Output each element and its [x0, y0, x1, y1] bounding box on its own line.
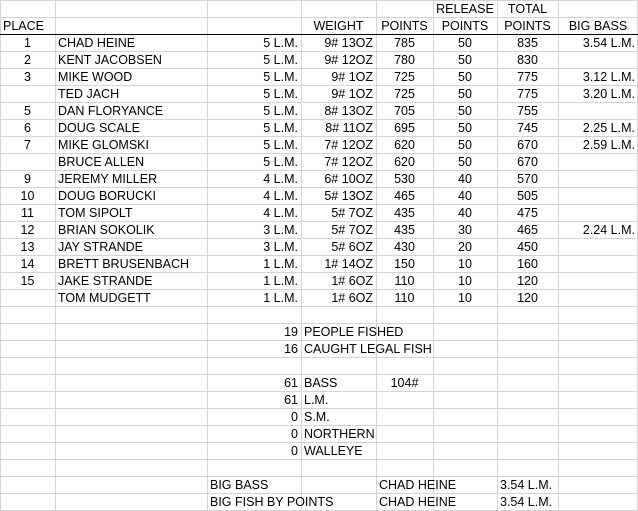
cell-points[interactable]: 780	[394, 53, 415, 67]
summary-count[interactable]: 0	[291, 410, 298, 424]
cell-total-points[interactable]: 465	[517, 223, 538, 237]
cell-big-bass[interactable]	[558, 273, 638, 290]
cell-points[interactable]: 430	[394, 240, 415, 254]
cell-angler-name[interactable]: BRUCE ALLEN	[58, 155, 145, 169]
summary-count[interactable]: 0	[291, 444, 298, 458]
summary-count[interactable]: 0	[291, 427, 298, 441]
cell-angler-name[interactable]: JEREMY MILLER	[58, 172, 158, 186]
cell-place[interactable]: 7	[24, 138, 31, 152]
cell-place[interactable]: 12	[20, 223, 35, 237]
cell-points[interactable]: 435	[394, 206, 415, 220]
cell-release-points[interactable]: 50	[458, 155, 472, 169]
summary-label[interactable]: NORTHERN	[304, 427, 375, 441]
header-weight[interactable]: WEIGHT	[313, 19, 364, 33]
cell-angler-name[interactable]: DOUG SCALE	[58, 121, 140, 135]
cell-total-points[interactable]: 120	[517, 274, 538, 288]
cell-total-points[interactable]: 745	[517, 121, 538, 135]
cell-points[interactable]: 785	[394, 36, 415, 50]
cell-fish-count[interactable]: 5 L.M.	[263, 138, 298, 152]
cell-points[interactable]: 725	[394, 70, 415, 84]
cell-big-bass[interactable]	[558, 290, 638, 307]
award-name[interactable]: CHAD HEINE	[379, 478, 457, 492]
cell-points[interactable]: 150	[394, 257, 415, 271]
cell-angler-name[interactable]: MIKE GLOMSKI	[58, 138, 149, 152]
cell-release-points[interactable]: 50	[458, 36, 472, 50]
cell-weight[interactable]: 1# 6OZ	[331, 291, 373, 305]
cell-points[interactable]: 695	[394, 121, 415, 135]
cell-big-bass[interactable]	[558, 154, 638, 171]
cell-angler-name[interactable]: TOM MUDGETT	[58, 291, 151, 305]
cell-release-points[interactable]: 40	[458, 172, 472, 186]
cell-weight[interactable]: 9# 13OZ	[324, 36, 373, 50]
summary-extra[interactable]: 104#	[390, 376, 419, 390]
cell-release-points[interactable]: 50	[458, 70, 472, 84]
cell-big-bass[interactable]	[558, 188, 638, 205]
cell-weight[interactable]: 8# 13OZ	[324, 104, 373, 118]
cell-weight[interactable]: 8# 11OZ	[325, 121, 373, 135]
cell-release-points[interactable]: 20	[458, 240, 472, 254]
cell-points[interactable]: 530	[394, 172, 415, 186]
cell-total-points[interactable]: 775	[517, 87, 538, 101]
cell-weight[interactable]: 5# 7OZ	[331, 206, 373, 220]
summary-label[interactable]: BASS	[304, 376, 338, 390]
cell-release-points[interactable]: 50	[458, 121, 472, 135]
cell-place[interactable]: 6	[24, 121, 31, 135]
cell-place[interactable]	[0, 154, 55, 171]
cell-weight[interactable]: 1# 14OZ	[324, 257, 373, 271]
header-points[interactable]: POINTS	[381, 19, 428, 33]
cell-weight[interactable]: 6# 10OZ	[324, 172, 373, 186]
cell-place[interactable]: 15	[20, 274, 35, 288]
cell-release-points[interactable]: 10	[458, 257, 472, 271]
header-big-bass[interactable]: BIG BASS	[568, 19, 628, 33]
cell-angler-name[interactable]: TOM SIPOLT	[58, 206, 133, 220]
cell-big-bass[interactable]: 2.25 L.M.	[582, 121, 635, 135]
cell-total-points[interactable]: 120	[517, 291, 538, 305]
cell-fish-count[interactable]: 4 L.M.	[263, 206, 298, 220]
cell-weight[interactable]: 5# 6OZ	[331, 240, 373, 254]
cell-release-points[interactable]: 50	[458, 138, 472, 152]
cell-angler-name[interactable]: DOUG BORUCKI	[58, 189, 156, 203]
cell-points[interactable]: 465	[394, 189, 415, 203]
cell-fish-count[interactable]: 3 L.M.	[263, 240, 298, 254]
cell-release-points[interactable]: 30	[458, 223, 472, 237]
header-place[interactable]: PLACE	[3, 19, 44, 33]
cell-big-bass[interactable]: 3.54 L.M.	[582, 36, 635, 50]
cell-fish-count[interactable]: 4 L.M.	[263, 189, 298, 203]
cell-fish-count[interactable]: 4 L.M.	[263, 172, 298, 186]
cell-big-bass[interactable]: 2.59 L.M.	[582, 138, 635, 152]
summary-label[interactable]: WALLEYE	[304, 444, 363, 458]
summary-count[interactable]: 61	[284, 393, 298, 407]
cell-release-points[interactable]: 40	[458, 206, 472, 220]
cell-big-bass[interactable]: 2.24 L.M.	[582, 223, 635, 237]
header-release-bottom[interactable]: POINTS	[441, 19, 489, 33]
cell-weight[interactable]: 9# 12OZ	[324, 53, 373, 67]
summary-label[interactable]: S.M.	[304, 410, 330, 424]
cell-points[interactable]: 705	[394, 104, 415, 118]
cell-big-bass[interactable]	[558, 239, 638, 256]
cell-release-points[interactable]: 10	[458, 291, 472, 305]
award-value[interactable]: 3.54 L.M.	[500, 478, 553, 492]
cell-total-points[interactable]: 775	[517, 70, 538, 84]
cell-total-points[interactable]: 505	[517, 189, 538, 203]
cell-release-points[interactable]: 50	[458, 53, 472, 67]
award-name[interactable]: CHAD HEINE	[379, 495, 457, 509]
cell-weight[interactable]: 1# 6OZ	[331, 274, 373, 288]
cell-weight[interactable]: 5# 13OZ	[324, 189, 373, 203]
cell-points[interactable]: 110	[394, 291, 415, 305]
cell-place[interactable]: 10	[20, 189, 35, 203]
cell-total-points[interactable]: 160	[517, 257, 538, 271]
cell-fish-count[interactable]: 1 L.M.	[263, 274, 298, 288]
cell-points[interactable]: 725	[394, 87, 415, 101]
summary-label[interactable]: PEOPLE FISHED	[304, 325, 404, 339]
cell-angler-name[interactable]: JAY STRANDE	[58, 240, 143, 254]
cell-fish-count[interactable]: 5 L.M.	[263, 87, 298, 101]
cell-big-bass[interactable]: 3.20 L.M.	[582, 87, 635, 101]
cell-fish-count[interactable]: 5 L.M.	[263, 104, 298, 118]
cell-fish-count[interactable]: 1 L.M.	[263, 257, 298, 271]
header-total-bottom[interactable]: POINTS	[504, 19, 551, 33]
cell-fish-count[interactable]: 3 L.M.	[263, 223, 298, 237]
cell-big-bass[interactable]	[558, 103, 638, 120]
summary-count[interactable]: 61	[284, 376, 298, 390]
cell-weight[interactable]: 7# 12OZ	[324, 138, 373, 152]
award-value[interactable]: 3.54 L.M.	[500, 495, 553, 509]
cell-total-points[interactable]: 570	[517, 172, 538, 186]
cell-weight[interactable]: 5# 7OZ	[331, 223, 373, 237]
cell-big-bass[interactable]	[558, 256, 638, 273]
cell-place[interactable]	[0, 86, 55, 103]
award-label[interactable]: BIG FISH BY POINTS	[210, 495, 334, 509]
cell-place[interactable]: 9	[24, 172, 31, 186]
cell-total-points[interactable]: 475	[517, 206, 538, 220]
cell-angler-name[interactable]: BRIAN SOKOLIK	[58, 223, 155, 237]
cell-place[interactable]: 14	[20, 257, 35, 271]
cell-points[interactable]: 110	[394, 274, 415, 288]
summary-label[interactable]: L.M.	[304, 393, 329, 407]
cell-release-points[interactable]: 10	[458, 274, 472, 288]
cell-fish-count[interactable]: 5 L.M.	[263, 155, 298, 169]
header-release-top[interactable]: RELEASE	[436, 2, 494, 16]
header-total-top[interactable]: TOTAL	[507, 2, 548, 16]
cell-points[interactable]: 620	[394, 138, 415, 152]
cell-fish-count[interactable]: 5 L.M.	[263, 36, 298, 50]
cell-angler-name[interactable]: TED JACH	[58, 87, 120, 101]
cell-weight[interactable]: 9# 1OZ	[331, 70, 373, 84]
cell-angler-name[interactable]: CHAD HEINE	[58, 36, 136, 50]
cell-total-points[interactable]: 670	[517, 155, 538, 169]
cell-total-points[interactable]: 755	[517, 104, 538, 118]
cell-weight[interactable]: 7# 12OZ	[324, 155, 373, 169]
cell-angler-name[interactable]: JAKE STRANDE	[58, 274, 153, 288]
cell-big-bass[interactable]	[558, 205, 638, 222]
cell-place[interactable]: 13	[20, 240, 35, 254]
cell-weight[interactable]: 9# 1OZ	[331, 87, 373, 101]
cell-place[interactable]: 11	[21, 206, 34, 220]
cell-total-points[interactable]: 670	[517, 138, 538, 152]
cell-place[interactable]	[0, 290, 55, 307]
cell-total-points[interactable]: 830	[517, 53, 538, 67]
cell-big-bass[interactable]	[558, 52, 638, 69]
cell-total-points[interactable]: 450	[517, 240, 538, 254]
summary-count[interactable]: 16	[284, 342, 298, 356]
cell-fish-count[interactable]: 5 L.M.	[263, 53, 298, 67]
cell-angler-name[interactable]: DAN FLORYANCE	[58, 104, 164, 118]
cell-big-bass[interactable]	[558, 171, 638, 188]
cell-release-points[interactable]: 50	[458, 87, 472, 101]
cell-place[interactable]: 2	[24, 53, 31, 67]
cell-angler-name[interactable]: KENT JACOBSEN	[58, 53, 162, 67]
cell-place[interactable]: 5	[24, 104, 31, 118]
cell-angler-name[interactable]: BRETT BRUSENBACH	[58, 257, 190, 271]
cell-fish-count[interactable]: 1 L.M.	[263, 291, 298, 305]
award-label[interactable]: BIG BASS	[210, 478, 269, 492]
cell-place[interactable]: 1	[24, 36, 31, 50]
cell-big-bass[interactable]: 3.12 L.M.	[582, 70, 635, 84]
cell-points[interactable]: 620	[394, 155, 415, 169]
cell-release-points[interactable]: 40	[458, 189, 472, 203]
cell-total-points[interactable]: 835	[517, 36, 538, 50]
cell-fish-count[interactable]: 5 L.M.	[263, 121, 298, 135]
cell-angler-name[interactable]: MIKE WOOD	[58, 70, 133, 84]
cell-points[interactable]: 435	[394, 223, 415, 237]
cell-place[interactable]: 3	[24, 70, 31, 84]
cell-release-points[interactable]: 50	[458, 104, 472, 118]
summary-label[interactable]: CAUGHT LEGAL FISH	[304, 342, 432, 356]
summary-count[interactable]: 19	[284, 325, 298, 339]
cell-fish-count[interactable]: 5 L.M.	[263, 70, 298, 84]
